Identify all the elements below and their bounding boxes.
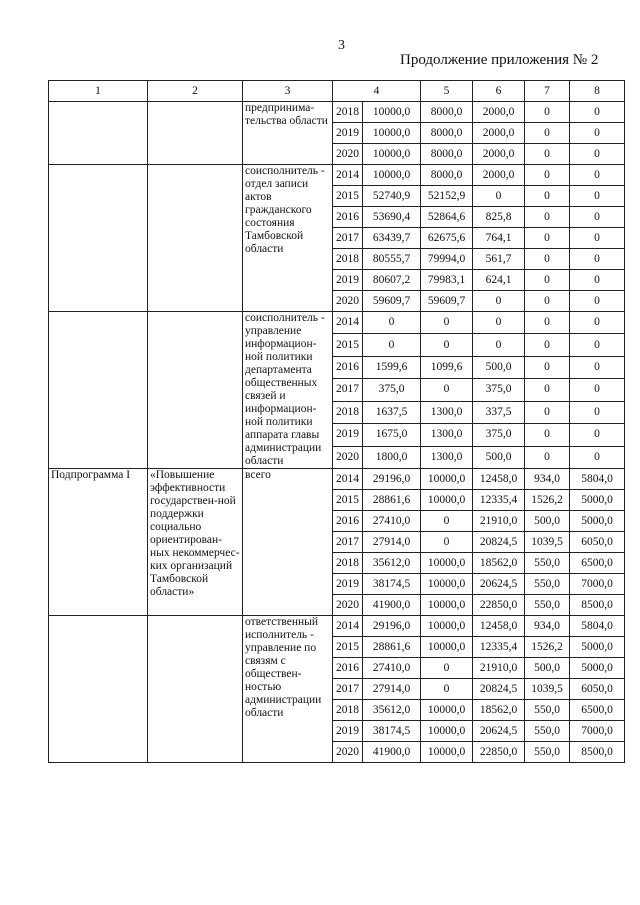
year-cell: 2020: [333, 144, 363, 165]
amount-cell: 5804,0: [570, 616, 625, 637]
amount-cell: 0: [570, 228, 625, 249]
amount-cell: 8000,0: [421, 165, 473, 186]
amount-cell: 6500,0: [570, 700, 625, 721]
amount-cell: 6050,0: [570, 679, 625, 700]
amount-cell: 21910,0: [473, 658, 525, 679]
header-cell: 4: [333, 81, 421, 102]
amount-cell: 52864,6: [421, 207, 473, 228]
amount-cell: 62675,6: [421, 228, 473, 249]
amount-cell: 10000,0: [421, 637, 473, 658]
amount-cell: 375,0: [473, 424, 525, 446]
amount-cell: 375,0: [473, 379, 525, 401]
amount-cell: 20824,5: [473, 679, 525, 700]
amount-cell: 21910,0: [473, 511, 525, 532]
header-cell: 6: [473, 81, 525, 102]
amount-cell: 35612,0: [363, 553, 421, 574]
amount-cell: 10000,0: [421, 721, 473, 742]
executor-cell: соисполнитель - отдел записи актов гражданского состояния Тамбовской области: [243, 165, 333, 312]
amount-cell: 35612,0: [363, 700, 421, 721]
amount-cell: 375,0: [363, 379, 421, 401]
amount-cell: 0: [570, 291, 625, 312]
year-cell: 2018: [333, 249, 363, 270]
amount-cell: 0: [570, 270, 625, 291]
page-number: 3: [338, 38, 345, 53]
table-row: [49, 616, 625, 637]
year-cell: 2017: [333, 679, 363, 700]
amount-cell: 20824,5: [473, 532, 525, 553]
table-row: [49, 165, 625, 186]
amount-cell: 8500,0: [570, 742, 625, 763]
amount-cell: 500,0: [473, 356, 525, 378]
amount-cell: 0: [473, 312, 525, 334]
amount-cell: 0: [421, 334, 473, 356]
amount-cell: 1300,0: [421, 446, 473, 468]
year-cell: 2014: [333, 165, 363, 186]
program-name-cell: [148, 312, 243, 469]
amount-cell: 12458,0: [473, 469, 525, 490]
amount-cell: 1099,6: [421, 356, 473, 378]
year-cell: 2017: [333, 379, 363, 401]
year-cell: 2014: [333, 616, 363, 637]
amount-cell: 53690,4: [363, 207, 421, 228]
amount-cell: 22850,0: [473, 595, 525, 616]
amount-cell: 18562,0: [473, 700, 525, 721]
amount-cell: 2000,0: [473, 165, 525, 186]
amount-cell: 550,0: [525, 574, 570, 595]
amount-cell: 27914,0: [363, 679, 421, 700]
year-cell: 2016: [333, 511, 363, 532]
table-row: [49, 469, 625, 490]
amount-cell: 20624,5: [473, 574, 525, 595]
amount-cell: 0: [525, 228, 570, 249]
amount-cell: 6500,0: [570, 553, 625, 574]
year-cell: 2018: [333, 102, 363, 123]
year-cell: 2016: [333, 207, 363, 228]
amount-cell: 0: [570, 401, 625, 423]
amount-cell: 0: [570, 379, 625, 401]
amount-cell: 10000,0: [363, 102, 421, 123]
amount-cell: 59609,7: [363, 291, 421, 312]
amount-cell: 0: [421, 532, 473, 553]
amount-cell: 1039,5: [525, 679, 570, 700]
amount-cell: 10000,0: [421, 616, 473, 637]
amount-cell: 0: [570, 165, 625, 186]
amount-cell: 5804,0: [570, 469, 625, 490]
amount-cell: 0: [421, 679, 473, 700]
year-cell: 2016: [333, 658, 363, 679]
amount-cell: 10000,0: [421, 574, 473, 595]
amount-cell: 0: [570, 207, 625, 228]
amount-cell: 0: [570, 356, 625, 378]
header-cell: 1: [49, 81, 148, 102]
amount-cell: 80555,7: [363, 249, 421, 270]
amount-cell: 52152,9: [421, 186, 473, 207]
amount-cell: 0: [525, 123, 570, 144]
amount-cell: 0: [570, 424, 625, 446]
amount-cell: 27914,0: [363, 532, 421, 553]
amount-cell: 550,0: [525, 700, 570, 721]
amount-cell: 0: [525, 401, 570, 423]
program-cell: Подпрограмма I: [49, 469, 148, 616]
amount-cell: 27410,0: [363, 511, 421, 532]
year-cell: 2017: [333, 228, 363, 249]
amount-cell: 7000,0: [570, 574, 625, 595]
year-cell: 2020: [333, 446, 363, 468]
year-cell: 2020: [333, 595, 363, 616]
amount-cell: 52740,9: [363, 186, 421, 207]
amount-cell: 20624,5: [473, 721, 525, 742]
header-cell: 8: [570, 81, 625, 102]
amount-cell: 0: [570, 186, 625, 207]
amount-cell: 79994,0: [421, 249, 473, 270]
appendix-title: Продолжение приложения № 2: [400, 52, 599, 68]
amount-cell: 0: [570, 334, 625, 356]
amount-cell: 10000,0: [421, 469, 473, 490]
amount-cell: 27410,0: [363, 658, 421, 679]
program-name-cell: [148, 102, 243, 165]
financing-table: [48, 80, 625, 763]
year-cell: 2015: [333, 186, 363, 207]
amount-cell: 0: [525, 102, 570, 123]
header-cell: 3: [243, 81, 333, 102]
amount-cell: 0: [570, 312, 625, 334]
year-cell: 2014: [333, 469, 363, 490]
amount-cell: 0: [525, 291, 570, 312]
program-cell: [49, 616, 148, 763]
amount-cell: 8500,0: [570, 595, 625, 616]
amount-cell: 10000,0: [421, 742, 473, 763]
year-cell: 2017: [333, 532, 363, 553]
amount-cell: 1526,2: [525, 637, 570, 658]
year-cell: 2019: [333, 123, 363, 144]
amount-cell: 825,8: [473, 207, 525, 228]
amount-cell: 29196,0: [363, 469, 421, 490]
amount-cell: 0: [363, 312, 421, 334]
year-cell: 2019: [333, 270, 363, 291]
amount-cell: 764,1: [473, 228, 525, 249]
amount-cell: 0: [570, 123, 625, 144]
amount-cell: 934,0: [525, 616, 570, 637]
amount-cell: 1599,6: [363, 356, 421, 378]
amount-cell: 0: [421, 379, 473, 401]
amount-cell: 624,1: [473, 270, 525, 291]
amount-cell: 6050,0: [570, 532, 625, 553]
amount-cell: 12458,0: [473, 616, 525, 637]
year-cell: 2019: [333, 721, 363, 742]
amount-cell: 0: [525, 356, 570, 378]
amount-cell: 8000,0: [421, 144, 473, 165]
amount-cell: 59609,7: [421, 291, 473, 312]
program-cell: [49, 312, 148, 469]
amount-cell: 0: [525, 379, 570, 401]
executor-cell: соисполнитель - управление информацион-ной политики департамента общественных связей и информацион-ной политики аппарата главы администрации области: [243, 312, 333, 469]
table-row: [49, 312, 625, 334]
amount-cell: 0: [525, 165, 570, 186]
program-cell: [49, 165, 148, 312]
program-cell: [49, 102, 148, 165]
program-name-cell: [148, 165, 243, 312]
amount-cell: 550,0: [525, 742, 570, 763]
amount-cell: 0: [421, 312, 473, 334]
amount-cell: 12335,4: [473, 490, 525, 511]
year-cell: 2016: [333, 356, 363, 378]
header-cell: 2: [148, 81, 243, 102]
year-cell: 2020: [333, 291, 363, 312]
header-row: [49, 81, 625, 102]
year-cell: 2015: [333, 334, 363, 356]
program-name-cell: «Повышение эффективности государствен-ной поддержки социально ориентирован-ных некоммерчес-ких организаций Тамбовской области»: [148, 469, 243, 616]
header-cell: 5: [421, 81, 473, 102]
amount-cell: 0: [525, 446, 570, 468]
amount-cell: 0: [525, 207, 570, 228]
amount-cell: 1300,0: [421, 424, 473, 446]
amount-cell: 0: [525, 312, 570, 334]
year-cell: 2015: [333, 490, 363, 511]
amount-cell: 38174,5: [363, 574, 421, 595]
amount-cell: 550,0: [525, 553, 570, 574]
amount-cell: 0: [570, 249, 625, 270]
amount-cell: 500,0: [525, 511, 570, 532]
year-cell: 2018: [333, 553, 363, 574]
amount-cell: 550,0: [525, 721, 570, 742]
amount-cell: 10000,0: [363, 123, 421, 144]
amount-cell: 63439,7: [363, 228, 421, 249]
amount-cell: 5000,0: [570, 637, 625, 658]
amount-cell: 29196,0: [363, 616, 421, 637]
amount-cell: 0: [421, 511, 473, 532]
amount-cell: 79983,1: [421, 270, 473, 291]
amount-cell: 2000,0: [473, 144, 525, 165]
amount-cell: 1039,5: [525, 532, 570, 553]
amount-cell: 0: [525, 424, 570, 446]
amount-cell: 8000,0: [421, 123, 473, 144]
year-cell: 2015: [333, 637, 363, 658]
executor-cell: ответственный исполнитель - управление по связям с обществен-ностью администрации области: [243, 616, 333, 763]
amount-cell: 0: [473, 334, 525, 356]
amount-cell: 0: [525, 249, 570, 270]
amount-cell: 0: [570, 102, 625, 123]
amount-cell: 337,5: [473, 401, 525, 423]
header-cell: 7: [525, 81, 570, 102]
year-cell: 2018: [333, 401, 363, 423]
executor-cell: предпринима-тельства области: [243, 102, 333, 165]
amount-cell: 2000,0: [473, 123, 525, 144]
amount-cell: 561,7: [473, 249, 525, 270]
amount-cell: 80607,2: [363, 270, 421, 291]
amount-cell: 0: [473, 291, 525, 312]
amount-cell: 10000,0: [421, 553, 473, 574]
amount-cell: 8000,0: [421, 102, 473, 123]
amount-cell: 550,0: [525, 595, 570, 616]
amount-cell: 0: [421, 658, 473, 679]
amount-cell: 1675,0: [363, 424, 421, 446]
amount-cell: 0: [525, 270, 570, 291]
amount-cell: 10000,0: [421, 490, 473, 511]
year-cell: 2014: [333, 312, 363, 334]
amount-cell: 500,0: [473, 446, 525, 468]
amount-cell: 28861,6: [363, 490, 421, 511]
amount-cell: 0: [363, 334, 421, 356]
amount-cell: 10000,0: [363, 165, 421, 186]
amount-cell: 0: [473, 186, 525, 207]
amount-cell: 22850,0: [473, 742, 525, 763]
amount-cell: 12335,4: [473, 637, 525, 658]
amount-cell: 10000,0: [363, 144, 421, 165]
amount-cell: 500,0: [525, 658, 570, 679]
amount-cell: 0: [525, 144, 570, 165]
year-cell: 2018: [333, 700, 363, 721]
amount-cell: 0: [525, 186, 570, 207]
amount-cell: 1526,2: [525, 490, 570, 511]
amount-cell: 0: [570, 144, 625, 165]
amount-cell: 1800,0: [363, 446, 421, 468]
year-cell: 2020: [333, 742, 363, 763]
amount-cell: 18562,0: [473, 553, 525, 574]
amount-cell: 10000,0: [421, 700, 473, 721]
amount-cell: 10000,0: [421, 595, 473, 616]
year-cell: 2019: [333, 424, 363, 446]
table-row: [49, 102, 625, 123]
amount-cell: 5000,0: [570, 490, 625, 511]
executor-cell: всего: [243, 469, 333, 616]
amount-cell: 1300,0: [421, 401, 473, 423]
program-name-cell: [148, 616, 243, 763]
amount-cell: 28861,6: [363, 637, 421, 658]
amount-cell: 2000,0: [473, 102, 525, 123]
year-cell: 2019: [333, 574, 363, 595]
amount-cell: 934,0: [525, 469, 570, 490]
amount-cell: 5000,0: [570, 658, 625, 679]
amount-cell: 41900,0: [363, 742, 421, 763]
amount-cell: 7000,0: [570, 721, 625, 742]
amount-cell: 0: [570, 446, 625, 468]
amount-cell: 41900,0: [363, 595, 421, 616]
amount-cell: 1637,5: [363, 401, 421, 423]
amount-cell: 0: [525, 334, 570, 356]
amount-cell: 38174,5: [363, 721, 421, 742]
amount-cell: 5000,0: [570, 511, 625, 532]
